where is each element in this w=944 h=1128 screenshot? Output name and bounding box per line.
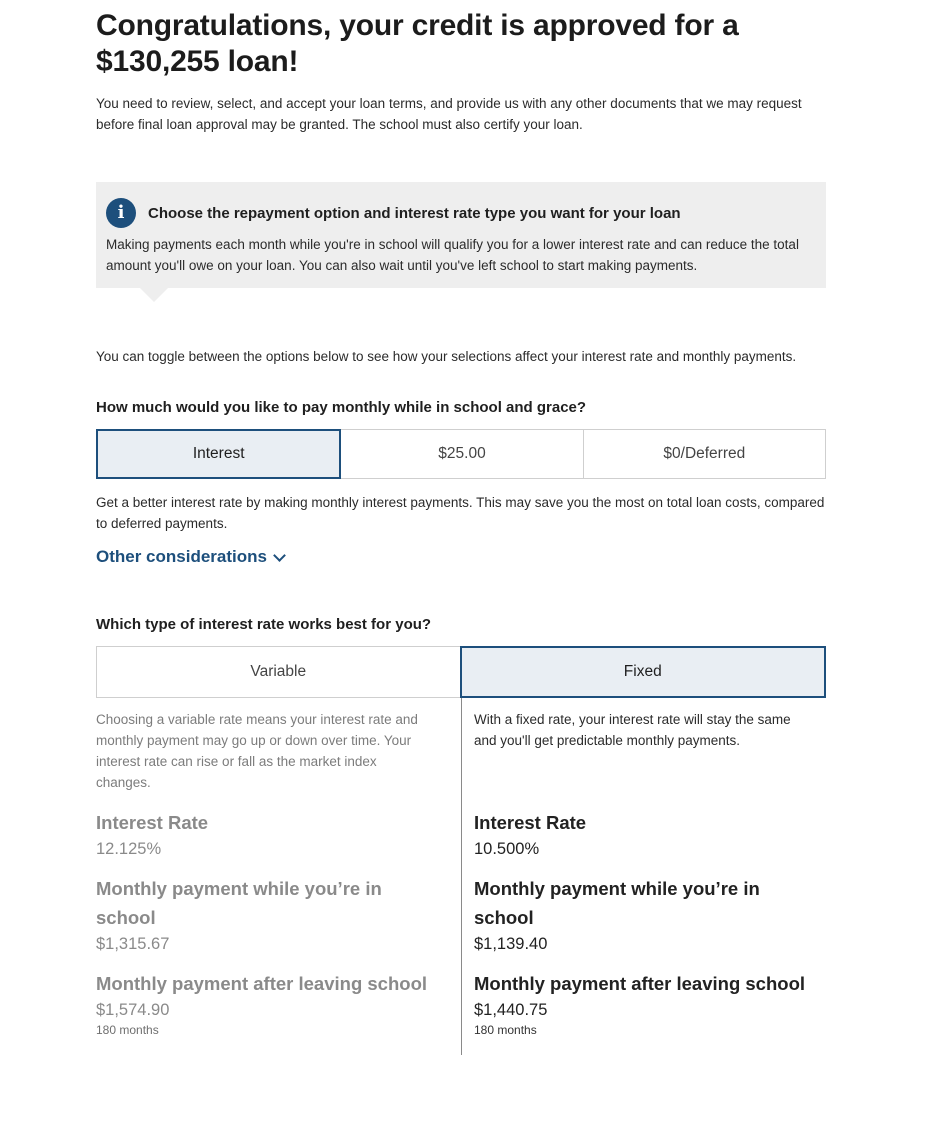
info-callout-title: Choose the repayment option and interest rate type you want for your loan — [148, 204, 681, 222]
variable-description: Choosing a variable rate means your interest rate and monthly payment may go up or down over time. Your interest rate can rise or fall as the market index changes. — [96, 712, 418, 790]
variable-after-term: 180 months — [96, 1023, 159, 1037]
rate-option-fixed[interactable]: Fixed — [460, 646, 827, 698]
other-considerations-toggle[interactable] — [96, 547, 284, 567]
fixed-rate-column — [461, 698, 826, 1055]
page-title: Congratulations, your credit is approved for a $130,255 loan! — [96, 9, 739, 78]
toggle-note: You can toggle between the options below to see how your selections affect your interest rate and monthly payments. — [96, 349, 797, 364]
variable-rate-label: Interest Rate — [96, 812, 209, 833]
chevron-down-icon — [273, 549, 286, 562]
variable-after-label: Monthly payment after leaving school — [96, 973, 428, 994]
fixed-after-term: 180 months — [474, 1023, 537, 1037]
rate-type-group — [96, 646, 826, 698]
rate-comparison — [96, 698, 826, 1055]
payment-option-group — [96, 429, 826, 479]
payment-option-25[interactable]: $25.00 — [340, 429, 583, 479]
info-callout — [96, 182, 826, 288]
info-callout-body: Making payments each month while you're in school will qualify you for a lower interest rate and can reduce the total amount you'll owe on your loan. You can also wait until you've left school to start making payments. — [106, 237, 799, 273]
payment-option-interest[interactable]: Interest — [96, 429, 341, 479]
other-considerations-label: Other considerations — [96, 547, 267, 566]
payment-question-label: How much would you like to pay monthly while in school and grace? — [96, 399, 587, 416]
loan-offer-page — [96, 0, 826, 1055]
fixed-description: With a fixed rate, your interest rate will stay the same and you'll get predictable monthly payments. — [474, 712, 791, 748]
rate-option-variable[interactable]: Variable — [96, 646, 461, 698]
variable-rate-column — [96, 698, 461, 1055]
intro-text: You need to review, select, and accept your loan terms, and provide us with any other documents that we may request before final loan approval may be granted. The school must also certify your loan. — [96, 96, 802, 132]
variable-rate-value: 12.125% — [96, 840, 162, 858]
fixed-after-label: Monthly payment after leaving school — [474, 973, 806, 994]
payment-option-description: Get a better interest rate by making monthly interest payments. This may save you the most on total loan costs, compared to deferred payments. — [96, 495, 825, 531]
info-callout-header — [106, 198, 816, 228]
variable-in-school-label: Monthly payment while you’re in school — [96, 878, 382, 928]
fixed-in-school-value: $1,139.40 — [474, 935, 548, 953]
fixed-rate-value: 10.500% — [474, 840, 540, 858]
fixed-in-school-label: Monthly payment while you’re in school — [474, 878, 760, 928]
variable-after-value: $1,574.90 — [96, 1001, 170, 1019]
info-icon: i — [106, 198, 136, 228]
fixed-after-value: $1,440.75 — [474, 1001, 548, 1019]
rate-question-label: Which type of interest rate works best for you? — [96, 616, 432, 633]
variable-in-school-value: $1,315.67 — [96, 935, 170, 953]
payment-option-deferred[interactable]: $0/Deferred — [583, 429, 826, 479]
fixed-rate-label: Interest Rate — [474, 812, 587, 833]
